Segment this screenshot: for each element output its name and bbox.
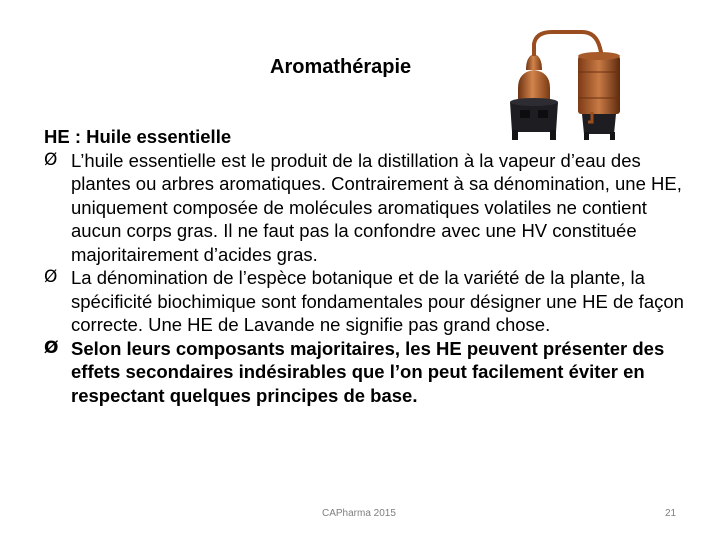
footer-text: CAPharma 2015 [322,508,396,519]
arrow-bullet-icon: Ø [44,267,58,287]
bullet-denomination [44,266,684,337]
arrow-bullet-icon: Ø [44,337,59,358]
bullet-text: L’huile essentielle est le produit de la distillation à la vapeur d’eau des plantes ou arbres aromatiques. Contrairement à sa dénomination, une HE, uniquement composée de molécules aromatiques volatiles ne contient aucun corps gras. Il ne faut pas la confondre avec une HV constituée majoritairement d’acides gras. [71,149,682,265]
bullet-text: Selon leurs composants majoritaires, les HE peuvent présenter des effets secondaires indésirables que l’on peut facilement éviter en respectant quelques principes de base. [71,337,665,406]
bullet-distillation [44,149,684,267]
slide-title: Aromathérapie [270,56,412,78]
subheading: HE : Huile essentielle [44,126,232,147]
page-number: 21 [665,508,677,519]
bullet-text: La dénomination de l’espèce botanique et de la variété de la plante, la spécificité biochimique sont fondamentales pour désigner une HE de façon correcte. Une HE de Lavande ne signifie pas grand chose. [71,267,684,335]
slide-body [44,125,684,407]
arrow-bullet-icon: Ø [44,149,58,170]
bullet-side-effects [44,337,684,408]
